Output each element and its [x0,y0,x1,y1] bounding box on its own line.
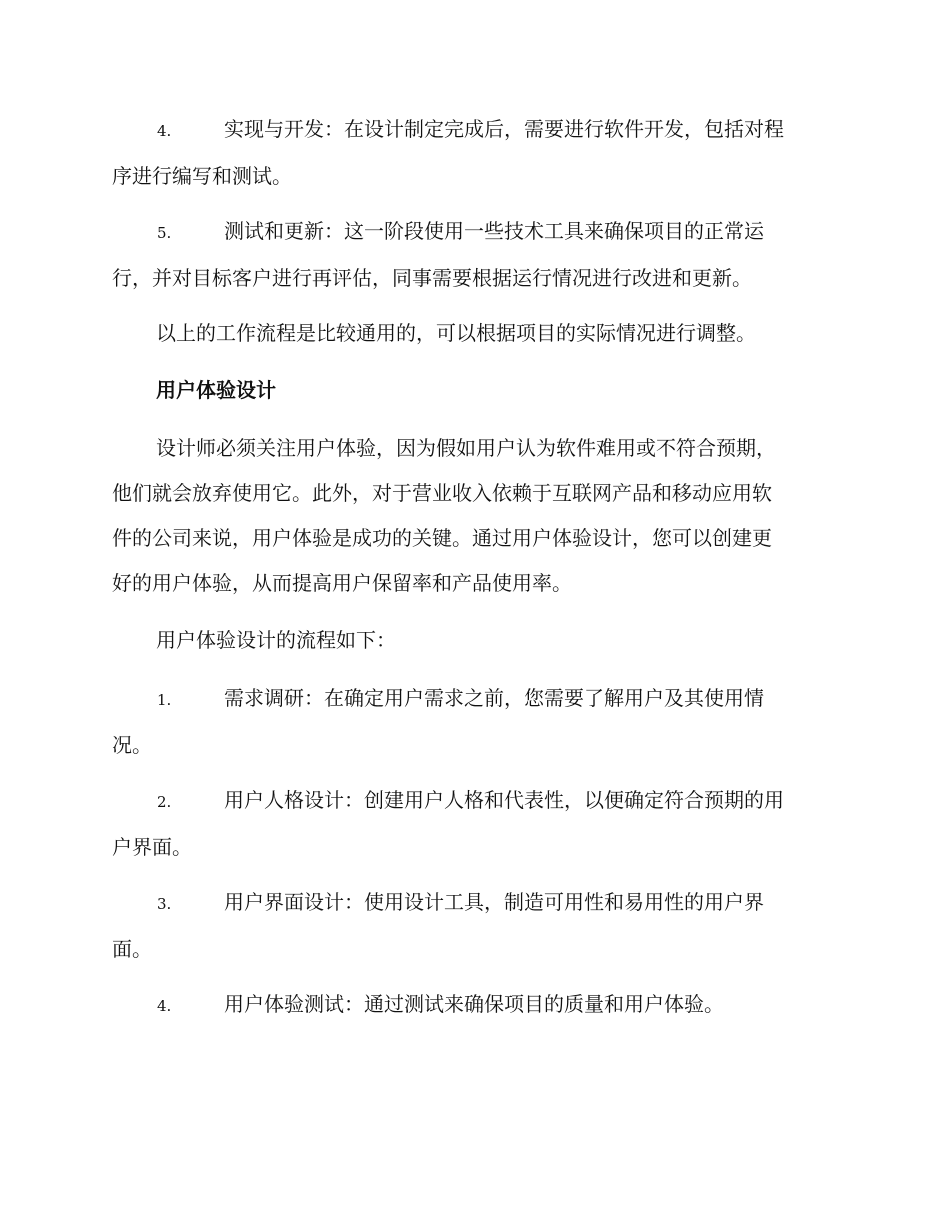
list-item [112,209,836,301]
list-number: 4. [157,122,172,140]
list-item [112,676,836,768]
list-item-continuation: 序进行编写和测试。 [112,164,292,188]
body-paragraph [112,426,836,606]
list-item-text: 实现与开发：在设计制定完成后，需要进行软件开发，包括对程 [224,117,784,141]
paragraph-line: 他们就会放弃使用它。此外，对于营业收入依赖于互联网产品和移动应用软 [112,481,772,505]
list-item-text: 用户体验测试：通过测试来确保项目的质量和用户体验。 [224,992,724,1016]
list-number: 3. [157,895,172,913]
paragraph-line: 件的公司来说，用户体验是成功的关键。通过用户体验设计，您可以创建更 [112,526,772,550]
list-item-text: 需求调研：在确定用户需求之前，您需要了解用户及其使用情 [224,686,764,710]
list-item-continuation: 户界面。 [112,835,192,859]
list-number: 1. [157,691,172,709]
list-item [112,880,836,972]
summary-paragraph: 以上的工作流程是比较通用的，可以根据项目的实际情况进行调整。 [156,321,756,345]
list-item [112,107,836,199]
section-heading: 用户体验设计 [156,378,276,402]
list-item-text: 用户界面设计：使用设计工具，制造可用性和易用性的用户界 [224,890,764,914]
list-number: 2. [157,793,172,811]
list-number: 5. [157,224,172,242]
list-item-continuation: 况。 [112,733,152,757]
list-item-continuation: 行，并对目标客户进行再评估，同事需要根据运行情况进行改进和更新。 [112,266,752,290]
list-item-text: 测试和更新：这一阶段使用一些技术工具来确保项目的正常运 [224,219,764,243]
list-number: 4. [157,997,172,1015]
paragraph-line: 设计师必须关注用户体验，因为假如用户认为软件难用或不符合预期， [156,436,776,460]
list-item [112,778,836,870]
list-item-continuation: 面。 [112,937,152,961]
paragraph-line: 好的用户体验，从而提高用户保留率和产品使用率。 [112,571,572,595]
list-item [112,982,836,1029]
list-item-text: 用户人格设计：创建用户人格和代表性，以便确定符合预期的用 [224,788,784,812]
process-intro: 用户体验设计的流程如下： [156,628,396,652]
